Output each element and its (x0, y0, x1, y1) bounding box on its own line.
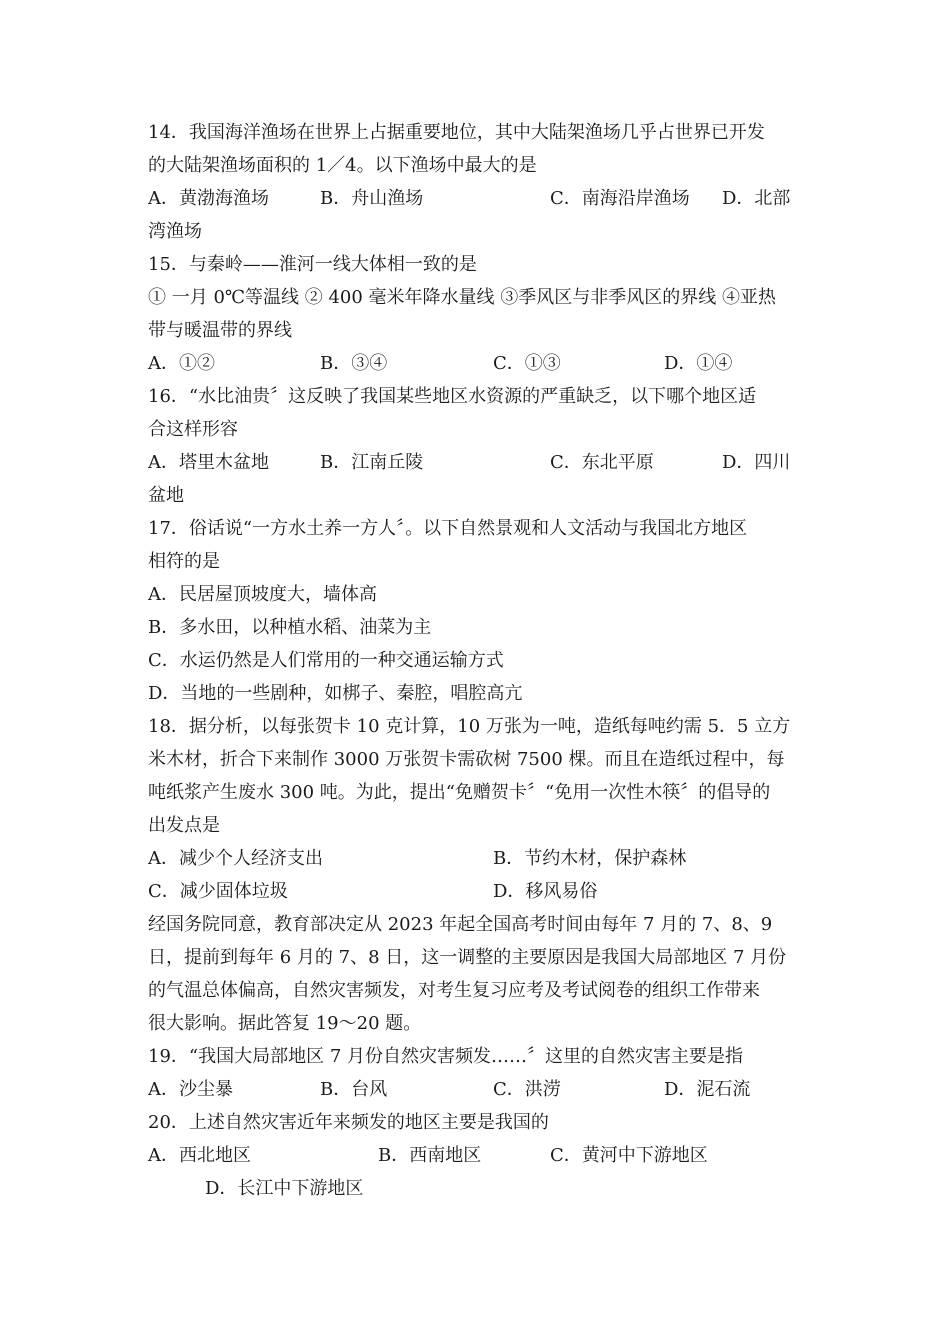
q14-stem-cont: 的大陆架渔场面积的 1／4。以下渔场中最大的是 (148, 155, 537, 176)
q19-stem: 19．“我国大局部地区 7 月份自然灾害频发……〞这里的自然灾害主要是指 (148, 1046, 743, 1067)
q18-option-c: C．减少固体垃圾 (148, 881, 288, 902)
q19-option-b: B．台风 (320, 1079, 388, 1100)
q15-options-row (148, 347, 808, 380)
q17-option-c: C．水运仍然是人们常用的一种交通运输方式 (148, 650, 504, 671)
q17-stem-cont: 相符的是 (148, 551, 220, 572)
q14-stem: 14．我国海洋渔场在世界上占据重要地位，其中大陆架渔场几乎占世界已开发 (148, 122, 765, 143)
q16-stem: 16．“水比油贵〞这反映了我国某些地区水资源的严重缺乏，以下哪个地区适 (148, 386, 757, 407)
q15-stem: 15．与秦岭——淮河一线大体相一致的是 (148, 254, 477, 275)
q18-options-row-2 (148, 875, 808, 908)
q18-stem: 18．据分析，以每张贺卡 10 克计算，10 万张为一吨，造纸每吨约需 5．5 立方 (148, 716, 791, 737)
q18-options-row-1 (148, 842, 808, 875)
q17-option-d: D．当地的一些剧种，如梆子、秦腔，唱腔高亢 (148, 683, 523, 704)
q20-stem: 20．上述自然灾害近年来频发的地区主要是我国的 (148, 1112, 549, 1133)
q15-option-c: C．①③ (493, 353, 561, 374)
q20-options-row (148, 1139, 808, 1172)
q19-options-row (148, 1073, 808, 1106)
q16-option-b: B．江南丘陵 (320, 452, 424, 473)
q18-stem-cont-3: 出发点是 (148, 815, 220, 836)
q16-option-a: A．塔里木盆地 (148, 452, 269, 473)
q15-items-cont: 带与暖温带的界线 (148, 320, 292, 341)
q17-option-b: B．多水田，以种植水稻、油菜为主 (148, 617, 432, 638)
q14-options-row (148, 182, 808, 215)
q16-option-d: D．四川 (722, 452, 791, 473)
q16-options-row (148, 446, 808, 479)
q18-option-d: D．移风易俗 (493, 881, 598, 902)
q15-option-d: D．①④ (664, 353, 733, 374)
passage-line: 的气温总体偏高，自然灾害频发，对考生复习应考及考试阅卷的组织工作带来 (148, 980, 760, 1001)
q15-option-a: A．①② (148, 353, 215, 374)
q20-option-b: B．西南地区 (378, 1145, 482, 1166)
q18-stem-cont-2: 吨纸浆产生废水 300 吨。为此，提出“免赠贺卡〞“免用一次性木筷〞的倡导的 (148, 782, 771, 803)
q14-option-d: D．北部 (722, 188, 791, 209)
q19-option-c: C．洪涝 (493, 1079, 561, 1100)
q16-stem-cont: 合这样形容 (148, 419, 238, 440)
passage-line: 日，提前到每年 6 月的 7、8 日，这一调整的主要原因是我国大局部地区 7 月份 (148, 947, 787, 968)
q15-option-b: B．③④ (320, 353, 388, 374)
q18-stem-cont-1: 米木材，折合下来制作 3000 万张贺卡需砍树 7500 棵。而且在造纸过程中，每 (148, 749, 785, 770)
q18-option-b: B．节约木材，保护森林 (493, 848, 687, 869)
q20-option-a: A．西北地区 (148, 1145, 251, 1166)
q18-option-a: A．减少个人经济支出 (148, 848, 323, 869)
q15-items: ① 一月 0℃等温线 ② 400 毫米年降水量线 ③季风区与非季风区的界线 ④亚热 (148, 287, 776, 308)
q20-option-c: C．黄河中下游地区 (550, 1145, 708, 1166)
q14-option-d-cont: 湾渔场 (148, 221, 202, 242)
q19-option-d: D．泥石流 (664, 1079, 751, 1100)
passage-line: 经国务院同意，教育部决定从 2023 年起全国高考时间由每年 7 月的 7、8、9 (148, 914, 773, 935)
q16-option-d-cont: 盆地 (148, 485, 184, 506)
q17-stem: 17．俗话说“一方水土养一方人〞。以下自然景观和人文活动与我国北方地区 (148, 518, 748, 539)
q14-option-b: B．舟山渔场 (320, 188, 424, 209)
q14-option-a: A．黄渤海渔场 (148, 188, 269, 209)
passage-line: 很大影响。据此答复 19～20 题。 (148, 1013, 422, 1034)
q20-option-d: D．长江中下游地区 (205, 1178, 364, 1199)
q14-option-c: C．南海沿岸渔场 (550, 188, 690, 209)
q19-option-a: A．沙尘暴 (148, 1079, 233, 1100)
q17-option-a: A．民居屋顶坡度大，墙体高 (148, 584, 377, 605)
q16-option-c: C．东北平原 (550, 452, 654, 473)
